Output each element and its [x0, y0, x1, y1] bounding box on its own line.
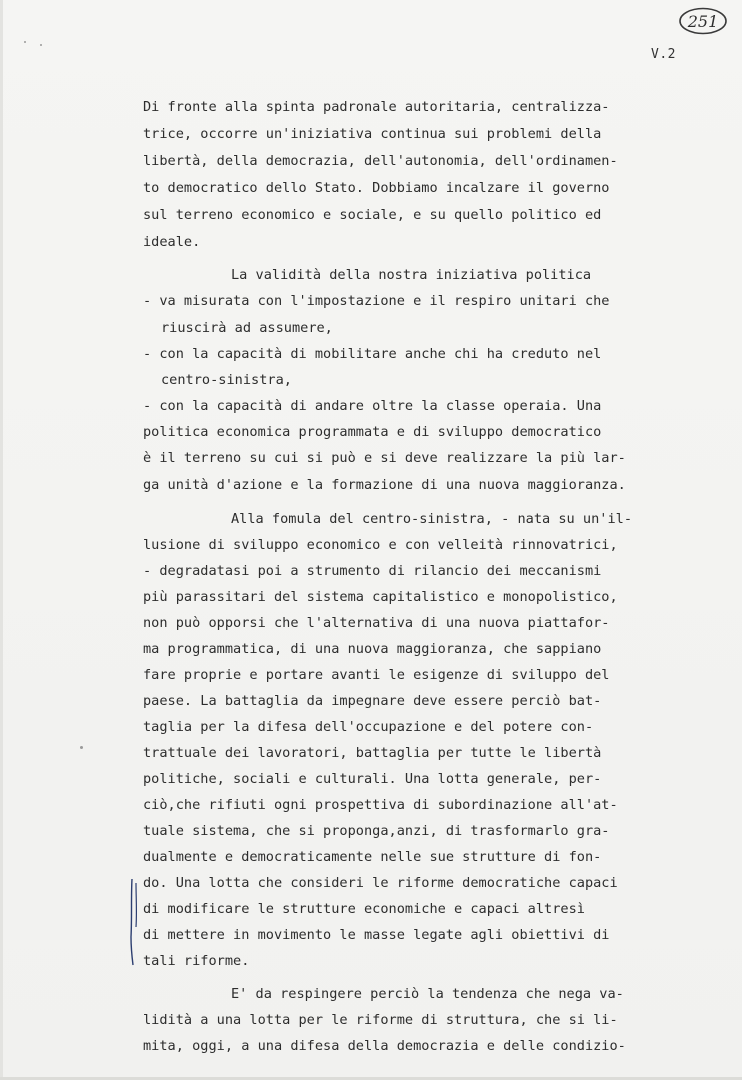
text-line: ga unità d'azione e la formazione di una nuova maggioranza.	[143, 477, 626, 493]
text-line: - degradatasi poi a strumento di rilancio dei meccanismi	[143, 563, 602, 579]
text-line: - con la capacità di andare oltre la classe operaia. Una	[143, 398, 602, 414]
text-line: lidità a una lotta per le riforme di struttura, che si li-	[143, 1012, 618, 1028]
text-line: non può opporsi che l'alternativa di una nuova piattafor-	[143, 615, 610, 631]
text-line: riuscirà ad assumere,	[161, 320, 333, 336]
text-line: di mettere in movimento le masse legate agli obiettivi di	[143, 927, 610, 943]
text-line: lusione di sviluppo economico e con velleità rinnovatrici,	[143, 537, 618, 553]
text-line: di modificare le strutture economiche e capaci altresì	[143, 901, 585, 917]
text-line: - va misurata con l'impostazione e il respiro unitari che	[143, 293, 610, 309]
scan-speck	[80, 746, 83, 749]
text-line: E' da respingere perciò la tendenza che nega va-	[231, 986, 624, 1002]
text-line: è il terreno su cui si può e si deve realizzare la più lar-	[143, 450, 626, 466]
text-line: ma programmatica, di una nuova maggioranza, che sappiano	[143, 641, 602, 657]
text-line: politiche, sociali e culturali. Una lotta generale, per-	[143, 771, 602, 787]
archive-stamp	[678, 6, 728, 36]
text-line: Alla fomula del centro-sinistra, - nata su un'il-	[231, 511, 633, 527]
text-line: libertà, della democrazia, dell'autonomia, dell'ordinamen-	[143, 153, 618, 169]
scan-speck	[40, 44, 42, 46]
text-line: - con la capacità di mobilitare anche chi ha creduto nel	[143, 346, 602, 362]
text-line: sul terreno economico e sociale, e su quello politico ed	[143, 207, 602, 223]
text-line: trice, occorre un'iniziativa continua sui problemi della	[143, 126, 602, 142]
archive-stamp-number: 251	[687, 12, 719, 31]
text-line: tuale sistema, che si proponga,anzi, di trasformarlo gra-	[143, 823, 610, 839]
text-line: do. Una lotta che consideri le riforme democratiche capaci	[143, 875, 618, 891]
text-line: Di fronte alla spinta padronale autoritaria, centralizza-	[143, 99, 610, 115]
text-line: trattuale dei lavoratori, battaglia per tutte le libertà	[143, 745, 602, 761]
scan-speck	[24, 41, 26, 43]
pen-bracket-icon	[128, 877, 144, 967]
text-line: più parassitari del sistema capitalistico e monopolistico,	[143, 589, 618, 605]
archive-stamp-circle-icon	[678, 6, 728, 36]
text-line: to democratico dello Stato. Dobbiamo incalzare il governo	[143, 180, 610, 196]
text-line: taglia per la difesa dell'occupazione e del potere con-	[143, 719, 594, 735]
page-left-edge	[0, 0, 3, 1080]
text-line: dualmente e democraticamente nelle sue strutture di fon-	[143, 849, 602, 865]
text-line: mita, oggi, a una difesa della democrazia e delle condizio-	[143, 1038, 626, 1054]
text-line: tali riforme.	[143, 953, 250, 969]
page-number: V.2	[651, 47, 676, 62]
text-line: politica economica programmata e di sviluppo democratico	[143, 424, 602, 440]
text-line: centro-sinistra,	[161, 372, 292, 388]
text-line: paese. La battaglia da impegnare deve essere perciò bat-	[143, 693, 602, 709]
text-line: La validità della nostra iniziativa politica	[231, 267, 592, 283]
margin-bracket-mark	[128, 877, 144, 967]
text-line: fare proprie e portare avanti le esigenze di sviluppo del	[143, 667, 610, 683]
text-line: ideale.	[143, 234, 201, 250]
text-line: ciò,che rifiuti ogni prospettiva di subordinazione all'at-	[143, 797, 618, 813]
